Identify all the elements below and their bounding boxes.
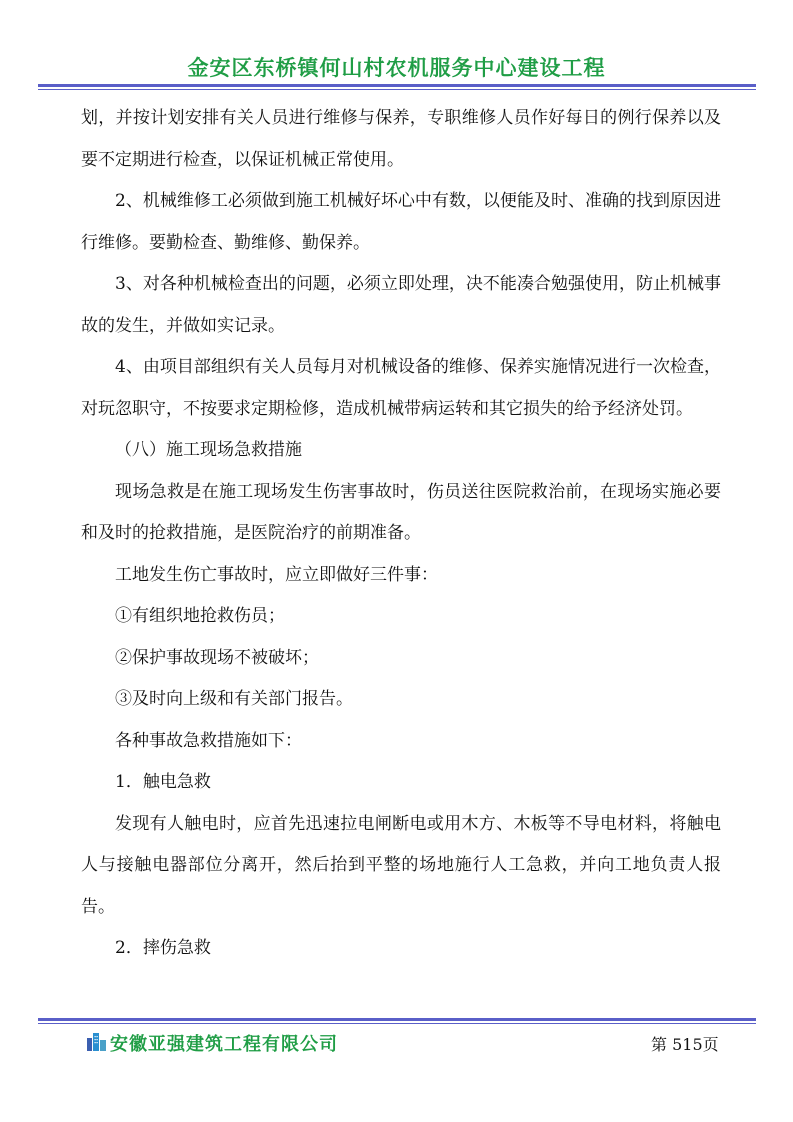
header-rule-thick — [38, 84, 756, 87]
document-header-title: 金安区东桥镇何山村农机服务中心建设工程 — [187, 56, 606, 80]
paragraph-first-aid-intro: 现场急救是在施工现场发生伤害事故时，伤员送往医院救治前，在现场实施必要和及时的抢救措施，是医院治疗的前期准备。 — [81, 481, 721, 543]
building-logo-icon — [86, 1030, 108, 1052]
paragraph-three-things: 工地发生伤亡事故时，应立即做好三件事： — [115, 564, 438, 585]
list-item-report: ③及时向上级和有关部门报告。 — [115, 689, 353, 709]
list-item-rescue: ①有组织地抢救伤员； — [115, 606, 285, 626]
page-number: 第 515页 — [651, 1035, 719, 1054]
document-body — [81, 98, 721, 970]
section-heading-first-aid: （八）施工现场急救措施 — [115, 440, 302, 460]
paragraph-maintenance-plan: 划，并按计划安排有关人员进行维修与保养，专职维修人员作好每日的例行保养以及要不定期进行检查，以保证机械正常使用。 — [81, 108, 721, 170]
header-rule-thin — [38, 89, 756, 90]
paragraph-item-2: 2、机械维修工必须做到施工机械好坏心中有数，以便能及时、准确的找到原因进行维修。要勤检查、勤维修、勤保养。 — [81, 191, 721, 253]
subheading-fall-injury: 2．摔伤急救 — [115, 938, 211, 958]
paragraph-item-4: 4、由项目部组织有关人员每月对机械设备的维修、保养实施情况进行一次检查，对玩忽职守，不按要求定期检修，造成机械带病运转和其它损失的给予经济处罚。 — [81, 357, 721, 419]
paragraph-item-3: 3、对各种机械检查出的问题，必须立即处理，决不能凑合勉强使用，防止机械事故的发生，并做如实记录。 — [81, 274, 721, 336]
paragraph-measures-intro: 各种事故急救措施如下： — [115, 730, 302, 751]
list-item-protect-scene: ②保护事故现场不被破坏； — [115, 647, 319, 668]
subheading-electric-shock: 1．触电急救 — [115, 772, 211, 792]
paragraph-electric-shock: 发现有人触电时，应首先迅速拉电闸断电或用木方、木板等不导电材料，将触电人与接触电器部位分离开，然后抬到平整的场地施行人工急救，并向工地负责人报告。 — [81, 813, 721, 917]
footer-rule-thick — [38, 1018, 756, 1021]
footer-rule-thin — [38, 1023, 756, 1024]
footer-company-name: 安徽亚强建筑工程有限公司 — [110, 1034, 338, 1055]
